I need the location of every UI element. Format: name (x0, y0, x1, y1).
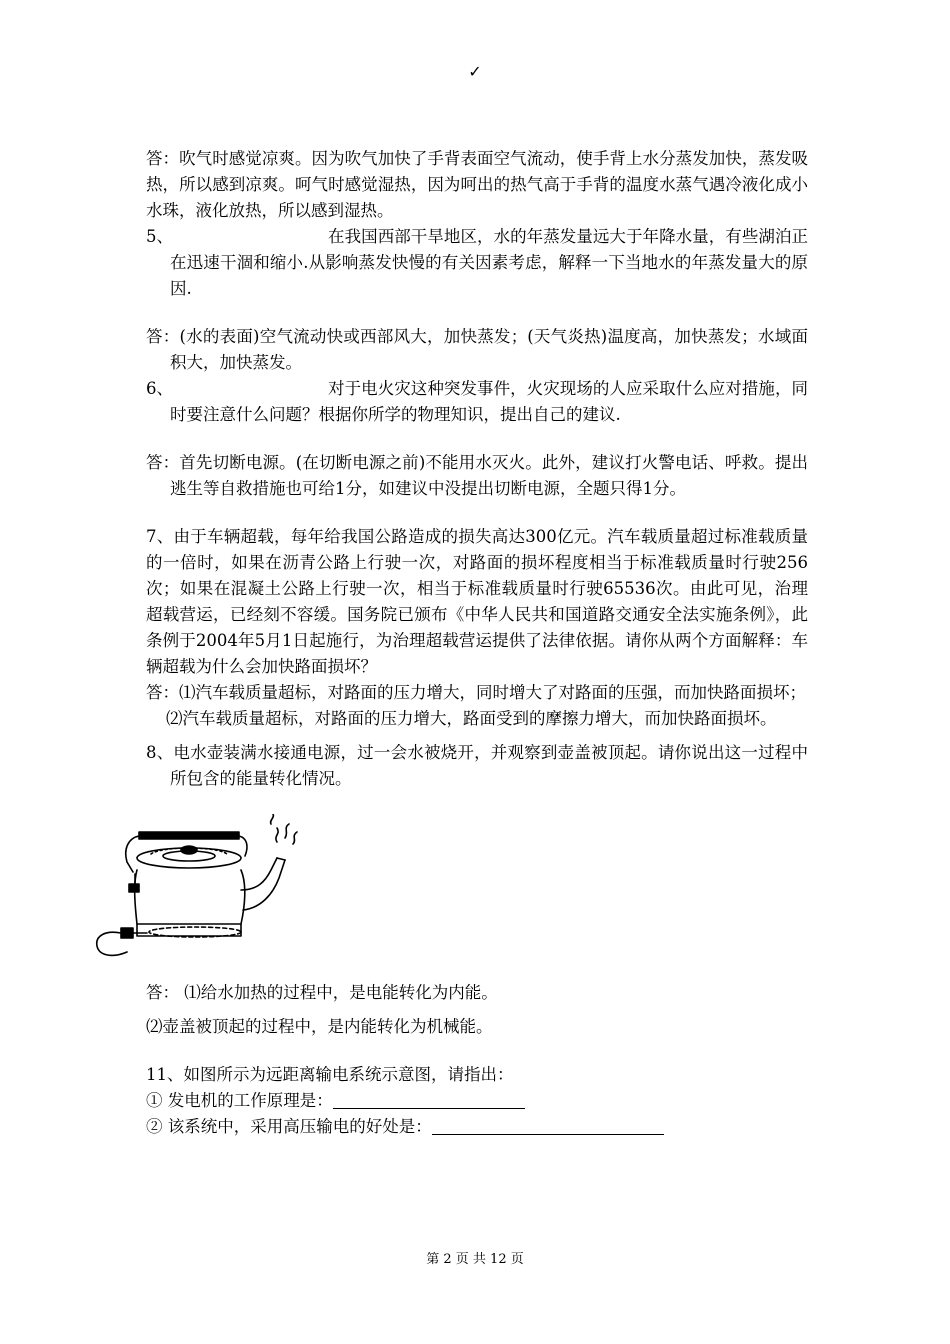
answer-5: 答：(水的表面)空气流动快或西部风大，加快蒸发；(天气炎热)温度高，加快蒸发；水域面积大，加快蒸发。 (146, 327, 808, 372)
question-11-item-2-text: ② 该系统中，采用高压输电的好处是： (146, 1117, 432, 1136)
question-5-number: 5、 (146, 227, 173, 246)
question-6-text: 对于电火灾这种突发事件，火灾现场的人应采取什么应对措施，同时要注意什么问题？根据你所学的物理知识，提出自己的建议. (170, 379, 808, 424)
answer-blank-2[interactable] (432, 1116, 664, 1135)
kettle-lid-knob-icon (181, 846, 197, 854)
question-11-item-2 (146, 1114, 808, 1140)
electric-kettle-figure (91, 814, 331, 974)
answer-blank-1[interactable] (333, 1090, 525, 1109)
question-11-item-1 (146, 1088, 808, 1114)
answer-8-part-2: ⑵壶盖被顶起的过程中，是内能转化为机械能。 (146, 1017, 493, 1036)
answer-4: 答：吹气时感觉凉爽。因为吹气加快了手背表面空气流动，使手背上水分蒸发加快，蒸发吸热，所以感到凉爽。呵气时感觉湿热，因为呵出的热气高于手背的温度水蒸气遇冷液化成小水珠，液化放热，所以感到湿热。 (146, 149, 808, 220)
question-11: 11、如图所示为远距离输电系统示意图，请指出： (146, 1065, 514, 1084)
kettle-handle-icon (139, 832, 239, 839)
question-6-number: 6、 (146, 379, 173, 398)
answer-7-part-1: 答：⑴汽车载质量超标，对路面的压力增大，同时增大了对路面的压强，而加快路面损坏； (146, 683, 806, 702)
answer-6: 答：首先切断电源。(在切断电源之前)不能用水灭火。此外，建议打火警电话、呼救。提出逃生等自救措施也可给1分，如建议中没提出切断电源，全题只得1分。 (146, 453, 808, 498)
answer-7-part-2: ⑵汽车载质量超标，对路面的压力增大，路面受到的摩擦力增大，而加快路面损坏。 (166, 709, 777, 728)
answer-8-part-1: 答： ⑴给水加热的过程中，是电能转化为内能。 (146, 983, 498, 1002)
question-8: 8、电水壶装满水接通电源，过一会水被烧开，并观察到壶盖被顶起。请你说出这一过程中所包含的能量转化情况。 (146, 743, 808, 788)
question-7: 7、由于车辆超载，每年给我国公路造成的损失高达300亿元。汽车载质量超过标准载质量的一倍时，如果在沥青公路上行驶一次，对路面的损坏程度相当于标准载质量时行驶256次；如果在混凝土公路上行驶一次，相当于标准载质量时行驶65536次。由此可见，治理超载营运，已经刻不容缓。国务院已颁布《中华人民共和国道路交通安全法实施条例》，此条例于2004年5月1日起施行，为治理超载营运提供了法律依据。请你从两个方面解释：车辆超载为什么会加快路面损坏？ (146, 527, 808, 676)
question-6 (146, 376, 808, 428)
question-5-text: 在我国西部干旱地区，水的年蒸发量远大于年降水量，有些湖泊正在迅速干涸和缩小.从影响蒸发快慢的有关因素考虑，解释一下当地水的年蒸发量大的原因. (170, 227, 808, 298)
question-11-item-1-text: ① 发电机的工作原理是： (146, 1091, 333, 1110)
question-5 (146, 224, 808, 302)
power-plug-icon (121, 928, 133, 938)
kettle-drawing (91, 814, 331, 974)
kettle-switch-icon (129, 884, 139, 892)
page-footer: 第 2 页 共 12 页 (426, 1252, 524, 1267)
check-mark: ✓ (468, 62, 482, 81)
page-content (146, 146, 808, 1140)
